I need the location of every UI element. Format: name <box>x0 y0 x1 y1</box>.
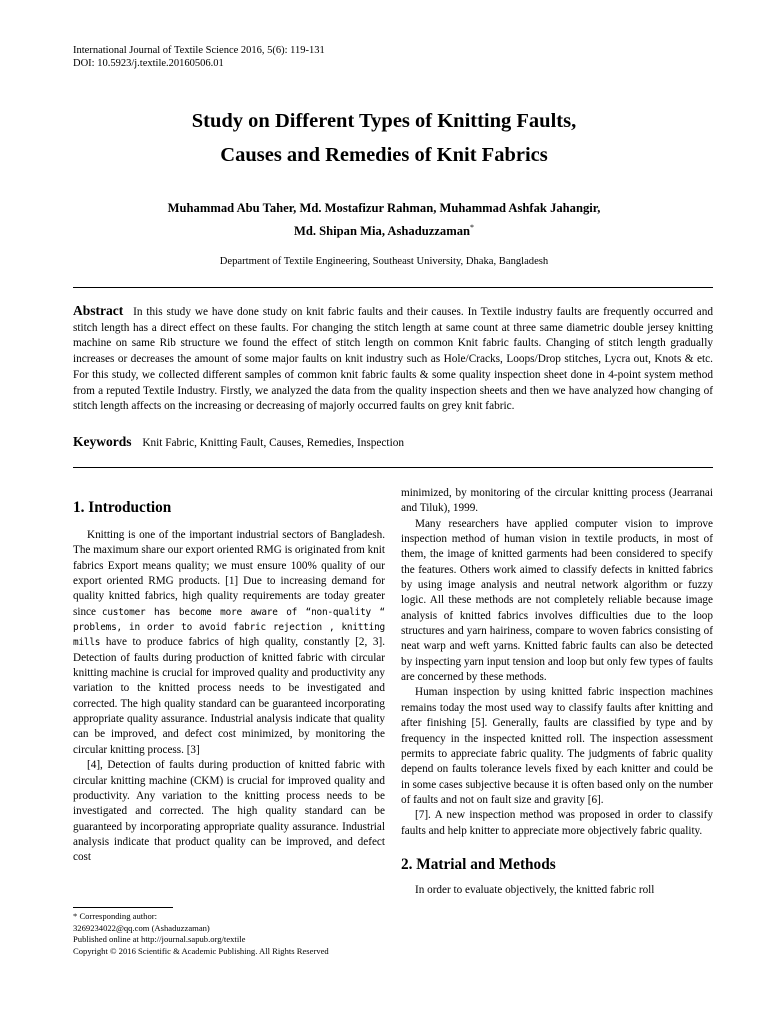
intro-paragraph-1-monospace-run: customer has become more aware of “non-quality “ problems, in order to avoid fabric rejection , knitting mills <box>73 606 385 649</box>
footnote-copyright: Copyright © 2016 Scientific & Academic Publishing. All Rights Reserved <box>73 946 329 957</box>
right-column <box>401 486 713 898</box>
intro-paragraph-1-part-a: Knitting is one of the important industrial sectors of Bangladesh. The maximum share our export oriented RMG is originated from knit fabrics Export means quality; we must ensure 100% quality of our export oriented RMG products. [1] Due to increasing demand for quality knitted fabrics, high quality requirements are today greater since <box>73 529 385 618</box>
footnote-email: 3269234022@qq.com (Ashaduzzaman) <box>73 922 210 933</box>
author-list <box>60 199 708 241</box>
abstract-top-rule <box>73 287 713 288</box>
section-2-heading: 2. Matrial and Methods <box>401 855 556 873</box>
title-line-1: Study on Different Types of Knitting Faults, <box>191 110 577 132</box>
section-1-heading: 1. Introduction <box>73 499 172 516</box>
title-line-2: Causes and Remedies of Knit Fabrics <box>220 144 548 166</box>
authors-line-2 <box>60 218 708 241</box>
corresponding-author-mark: * <box>470 223 474 232</box>
intro-paragraph-1 <box>73 528 385 758</box>
abstract-text: In this study we have done study on knit fabric faults and their causes. In Textile industry faults are frequently occurred and stitch length has a direct effect on these faults. For changing the stitch length at same count at three same diametric double jersey knitting machine on same Rib structure we found the effect of stitch length on common Knit fabric faults. Changing of stitch length gradually increases or decreases the amount of some major faults on knit industry such as Hole/Cracks, Loops/Drop stitches, Lycra out, Knots & etc. For this study, we collected different samples of common knit fabric faults & some quality inspection sheet done in 4-point system method from a reputed Textile Industry. Firstly, we analyzed the data from the quality inspection sheets and then we have analyzed how changing of stitch length affects on the increasing or decreasing of majorly occurred faults on grey knit fabric. <box>73 306 713 413</box>
intro-paragraph-1-part-b: have to produce fabrics of high quality, constantly [2, 3]. Detection of faults during production of knitted fabric with circular knitting machine is crucial for improved quality and productivity any variation to the knitted process needs to be investigated and corrected. The high quality standard can be guaranteed incorporating appropriate quality assurance. Industrial analysis indicate that quality can be improved, and defect cost minimized, by monitoring the circular knitting process. [3] <box>73 636 386 756</box>
keywords <box>73 434 713 451</box>
journal-doi: DOI: 10.5923/j.textile.20160506.01 <box>73 58 224 69</box>
abstract-label: Abstract <box>73 303 124 318</box>
intro-paragraph-4: Human inspection by using knitted fabric inspection machines remains today the most used way to classify faults after knitting and after finishing [5]. Generally, faults are classified by type and by frequency in the inspected knitted roll. The inspection assessment permits to appreciate fabric quality. The judgments of fabric quality depend on faults tolerance levels fixed by each knitter and could be in some cases subjective because it is often based only on the number of faults and not on fault size and gravity [6]. <box>401 686 713 806</box>
author-affiliation: Department of Textile Engineering, Southeast University, Dhaka, Bangladesh <box>219 256 549 267</box>
journal-citation: International Journal of Textile Science 2016, 5(6): 119-131 <box>73 45 325 56</box>
intro-paragraph-continued: minimized, by monitoring of the circular knitting process (Jearranai and Tiluk), 1999. <box>401 487 713 515</box>
footnote-rule <box>73 907 173 908</box>
intro-paragraph-2: [4], Detection of faults during production of knitted fabric with circular knitting machine (CKM) is crucial for improved quality and productivity. Any variation to the knitting process needs to be investigated and corrected. The high quality standard can be guaranteed by incorporating appropriate quality assurance. Industrial analysis indicate that product quality can be improved, and defect cost <box>73 759 385 864</box>
authors-line-2-text: Md. Shipan Mia, Ashaduzzaman <box>293 224 470 239</box>
intro-paragraph-3: Many researchers have applied computer vision to improve inspection method of human vision in textile products, in most of them, the image of knitted garments had been considered to specify the features. Others work aimed to classify defects in knitted fabrics by using image analysis and neutral network algorithm or fuzzy logic. All these methods are not completely reliable because image analysis of knitted fabrics involves difficulties due to the loop structures and yarn hairiness, compare to woven fabrics consisting of neat warp and weft yarns. Knitted fabric faults can also be detected by inspecting yarn input tension and loop but only few types of faults are concerned by these methods. <box>401 517 713 684</box>
abstract-bottom-rule <box>73 467 713 468</box>
keywords-label: Keywords <box>73 434 132 449</box>
footnote-corresponding-author: * Corresponding author: <box>73 911 158 921</box>
paper-title <box>60 104 708 172</box>
abstract <box>73 303 713 415</box>
authors-line-1: Muhammad Abu Taher, Md. Mostafizur Rahman, Muhammad Ashfak Jahangir, <box>167 201 601 215</box>
footnote-published-online: Published online at http://journal.sapub.org/textile <box>73 934 246 945</box>
intro-paragraph-5: [7]. A new inspection method was proposed in order to classify faults and help knitter to appreciate more objectively fabric quality. <box>401 809 713 837</box>
keywords-text: Knit Fabric, Knitting Fault, Causes, Remedies, Inspection <box>142 437 405 449</box>
left-column <box>73 498 385 866</box>
footnotes <box>73 911 393 958</box>
methods-paragraph-1: In order to evaluate objectively, the knitted fabric roll <box>415 883 655 896</box>
